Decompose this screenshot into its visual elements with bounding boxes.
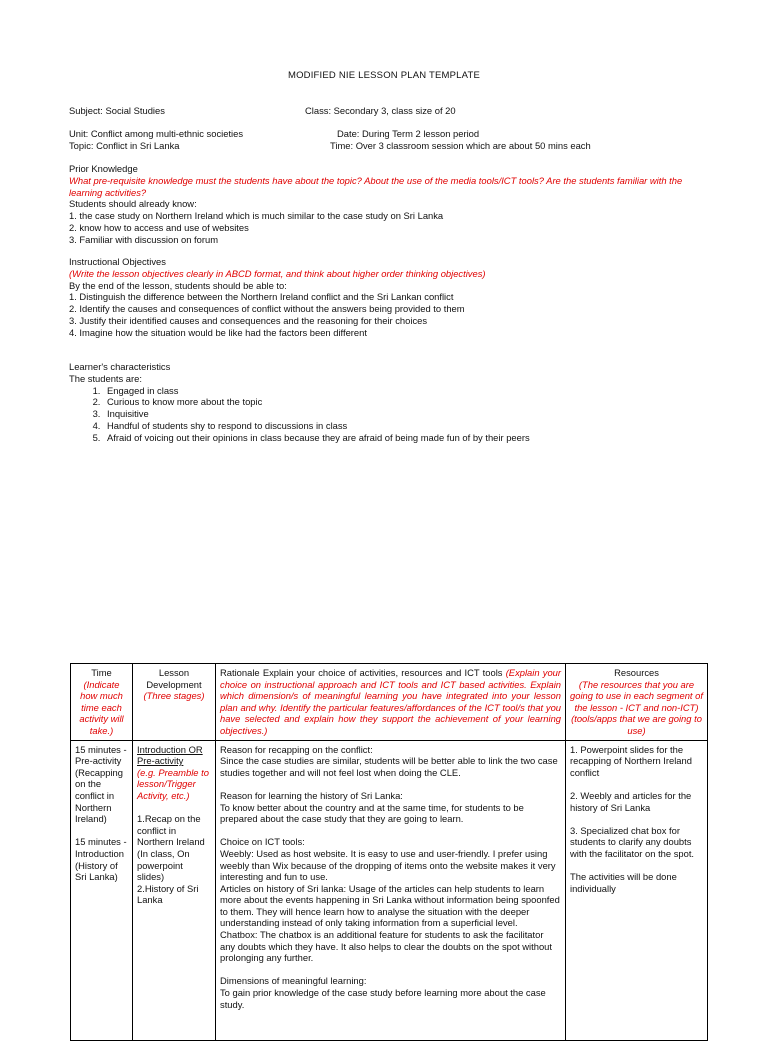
resources-header: [566, 664, 708, 741]
time-header: [71, 664, 133, 741]
time-header-label: Time: [91, 667, 112, 678]
objectives-intro: By the end of the lesson, students should be able to:: [69, 279, 287, 291]
resource-item: The activities will be done individually: [570, 871, 677, 894]
prior-knowledge-section: [69, 163, 709, 246]
learners-intro: The students are:: [69, 372, 142, 384]
objective-item: 1. Distinguish the difference between the Northern Ireland conflict and the Sri Lankan conflict: [69, 291, 454, 303]
prior-knowledge-heading: Prior Knowledge: [69, 163, 138, 174]
rationale-paragraph: Dimensions of meaningful learning: To gain prior knowledge of the case study before learning more about the case study.: [220, 975, 546, 1010]
lesson-header-note: (Three stages): [143, 690, 205, 702]
time-header-note: (Indicate how much time each activity will take.): [79, 678, 124, 736]
page-title: MODIFIED NIE LESSON PLAN TEMPLATE: [287, 70, 481, 81]
lesson-plan-table: [70, 663, 708, 1041]
prior-knowledge-item: 1. the case study on Northern Ireland which is much similar to the case study on Sri Lanka: [69, 210, 444, 222]
time-label: Time: Over 3 classroom session which are about 50 mins each: [330, 140, 591, 151]
learner-item: 5. Afraid of voicing out their opinions in class because they are afraid of being made fun of by their peers: [103, 432, 709, 444]
resource-item: 3. Specialized chat box for students to clarify any doubts with the facilitator on the spot.: [570, 824, 695, 859]
lesson-step: 2.History of Sri Lanka: [137, 882, 199, 906]
rationale-cell: [216, 740, 566, 1040]
rationale-header-label: Rationale Explain your choice of activities, resources and ICT tools: [220, 667, 506, 678]
time-entry: 15 minutes - Pre-activity (Recapping on the conflict in Northern Ireland): [75, 743, 127, 825]
rationale-header: [216, 664, 566, 741]
rationale-paragraph: Reason for learning the history of Sri Lanka: To know better about the country and at the same time, for students to be prepared about the case study that they are going to learn.: [220, 789, 524, 825]
resources-cell: [566, 740, 708, 1040]
unit-label: Unit: Conflict among multi-ethnic societies: [69, 128, 244, 139]
objectives-heading: Instructional Objectives: [69, 256, 166, 267]
prior-knowledge-prompt: What pre-requisite knowledge must the students have about the topic? About the use of the media tools/ICT tools? Are the students familiar with the learning activities?: [69, 174, 683, 198]
learners-section: [69, 361, 709, 444]
lesson-cell: [133, 740, 216, 1040]
lesson-stage-title: Introduction OR Pre-activity: [137, 743, 203, 767]
prior-knowledge-item: 3. Familiar with discussion on forum: [69, 233, 219, 245]
rationale-paragraph: Reason for recapping on the conflict: Since the case studies are similar, students will be better able to link the two case studies together and will not feel lost when doing the CLE.: [220, 743, 558, 778]
learner-item: 4. Handful of students shy to respond to discussions in class: [103, 420, 709, 432]
objectives-prompt: (Write the lesson objectives clearly in ABCD format, and think about higher order thinking objectives): [69, 267, 486, 279]
resources-header-label: Resources: [614, 667, 659, 678]
objective-item: 4. Imagine how the situation would be like had the factors been different: [69, 326, 367, 338]
subject-label: Subject: Social Studies: [69, 105, 165, 116]
lesson-header: [133, 664, 216, 741]
resource-item: 2. Weebly and articles for the history of Sri Lanka: [570, 789, 692, 813]
learner-item: 2. Curious to know more about the topic: [103, 396, 709, 408]
date-label: Date: During Term 2 lesson period: [337, 128, 480, 139]
lesson-step: 1.Recap on the conflict in Northern Ireland (In class, On powerpoint slides): [137, 813, 205, 883]
time-cell: [71, 740, 133, 1040]
rationale-paragraph: Choice on ICT tools: Weebly: Used as host website. It is easy to use and user-friendly. I prefer using weebly than Wix because of the dropping of items onto the website makes it very interesting and fun to use. Articles on history of Sri lanka: Usage of the articles can help students to learn more about the events happening in Sri Lanka without information being spoonfed to them. They will hence learn how to analyse the situation with the deeper understanding instead of only taking information from a superficial level. Chatbox: The chatbox is an additional feature for students to ask the facilitator any doubts which they have. It also helps to clear the doubts on the spot without prolonging any further.: [220, 836, 560, 964]
objective-item: 3. Justify their identified causes and consequences and the reasoning for their choices: [69, 314, 428, 326]
lesson-stage-note: (e.g. Preamble to lesson/Trigger Activity, etc.): [137, 766, 209, 801]
learner-item: 1. Engaged in class: [103, 385, 709, 397]
time-entry: 15 minutes - Introduction (History of Sri Lanka): [75, 836, 127, 883]
learners-list: [69, 385, 709, 444]
class-label: Class: Secondary 3, class size of 20: [305, 105, 456, 116]
objectives-section: [69, 256, 709, 339]
learner-item: 3. Inquisitive: [103, 408, 709, 420]
resources-header-note: (The resources that you are going to use in each segment of the lesson - ICT and non-ICT) (tools/apps that we are going to use): [570, 678, 703, 736]
resource-item: 1. Powerpoint slides for the recapping of Northern Ireland conflict: [570, 743, 692, 778]
rationale-header-note: (Explain your choice on instructional approach and ICT tools and ICT based activities. Explain which dimension/s of meaningful learning you have integrated into your lesson plan and why. Identify the particular features/affordances of the ICT tool/s that you have selected and explain how they support the achievement of your learning objectives.): [220, 667, 562, 736]
table-header-row: [71, 664, 708, 741]
objective-item: 2. Identify the causes and consequences of conflict without the answers being provided to them: [69, 303, 465, 315]
table-row: [71, 740, 708, 1040]
prior-knowledge-intro: Students should already know:: [69, 198, 197, 210]
topic-label: Topic: Conflict in Sri Lanka: [69, 140, 180, 151]
learners-heading: Learner's characteristics: [69, 361, 171, 372]
prior-knowledge-item: 2. know how to access and use of websites: [69, 221, 249, 233]
lesson-header-label: Lesson Development: [146, 667, 202, 690]
